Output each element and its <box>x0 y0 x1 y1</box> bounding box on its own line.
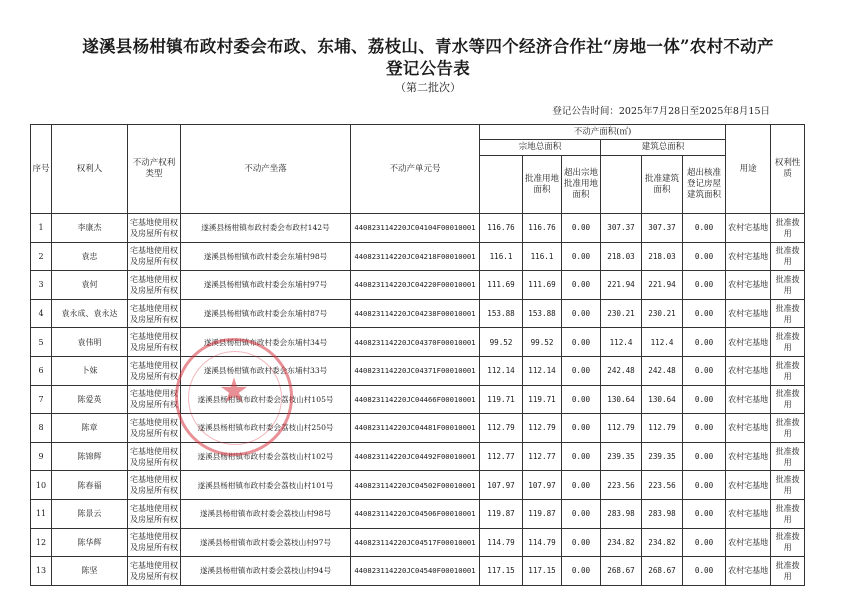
cell-owner: 袁永成、袁永达 <box>52 299 128 328</box>
cell-seq: 5 <box>31 328 52 357</box>
cell-land-approved: 119.87 <box>523 499 562 528</box>
cell-usage: 农村宅基地 <box>726 442 771 471</box>
cell-location: 遂溪县杨柑镇布政村委会荔枝山村94号 <box>181 557 351 586</box>
cell-location: 遂溪县杨柑镇布政村委会东埔村33号 <box>181 356 351 385</box>
cell-location: 遂溪县杨柑镇布政村委会荔枝山村105号 <box>181 385 351 414</box>
cell-building-total: 221.94 <box>601 271 642 300</box>
cell-right-type: 宅基地使用权及房屋所有权 <box>128 271 181 300</box>
table-row <box>31 414 805 443</box>
cell-building-approved: 218.03 <box>642 242 683 271</box>
cell-nature: 批准拨用 <box>771 528 805 557</box>
cell-usage: 农村宅基地 <box>726 499 771 528</box>
cell-land-over: 0.00 <box>562 271 601 300</box>
header-building-group: 建筑总面积 <box>601 140 726 156</box>
cell-seq: 8 <box>31 414 52 443</box>
cell-seq: 1 <box>31 214 52 243</box>
header-area-group: 不动产面积(㎡) <box>480 125 726 140</box>
cell-land-total: 119.87 <box>480 499 523 528</box>
table-row <box>31 356 805 385</box>
cell-land-over: 0.00 <box>562 528 601 557</box>
cell-nature: 批准拨用 <box>771 471 805 500</box>
table-row <box>31 271 805 300</box>
table-row <box>31 499 805 528</box>
cell-land-approved: 107.97 <box>523 471 562 500</box>
cell-land-over: 0.00 <box>562 471 601 500</box>
cell-building-approved: 242.48 <box>642 356 683 385</box>
cell-land-approved: 112.79 <box>523 414 562 443</box>
cell-nature: 批准拨用 <box>771 242 805 271</box>
cell-owner: 陈锦辉 <box>52 442 128 471</box>
cell-seq: 12 <box>31 528 52 557</box>
cell-usage: 农村宅基地 <box>726 271 771 300</box>
header-building-over: 超出核准登记房屋建筑面积 <box>683 156 726 214</box>
table-row <box>31 385 805 414</box>
cell-unit-no: 440823114220JC04517F00010001 <box>351 528 480 557</box>
cell-seq: 13 <box>31 557 52 586</box>
cell-land-over: 0.00 <box>562 442 601 471</box>
cell-building-total: 242.48 <box>601 356 642 385</box>
cell-building-total: 112.79 <box>601 414 642 443</box>
table-row <box>31 528 805 557</box>
cell-right-type: 宅基地使用权及房屋所有权 <box>128 414 181 443</box>
header-unit-no: 不动产单元号 <box>351 125 480 214</box>
cell-building-total: 307.37 <box>601 214 642 243</box>
table-row <box>31 471 805 500</box>
cell-building-approved: 112.79 <box>642 414 683 443</box>
cell-building-total: 283.98 <box>601 499 642 528</box>
cell-nature: 批准拨用 <box>771 442 805 471</box>
cell-building-approved: 268.67 <box>642 557 683 586</box>
cell-building-over: 0.00 <box>683 328 726 357</box>
notice-period: 登记公告时间：2025年7月28日至2025年8月15日 <box>552 106 770 117</box>
cell-building-over: 0.00 <box>683 385 726 414</box>
cell-location: 遂溪县杨柑镇布政村委会东埔村34号 <box>181 328 351 357</box>
cell-building-over: 0.00 <box>683 299 726 328</box>
cell-building-over: 0.00 <box>683 499 726 528</box>
cell-unit-no: 440823114220JC04238F00010001 <box>351 299 480 328</box>
header-location: 不动产坐落 <box>181 125 351 214</box>
cell-nature: 批准拨用 <box>771 299 805 328</box>
table-row <box>31 214 805 243</box>
cell-owner: 陈春福 <box>52 471 128 500</box>
cell-usage: 农村宅基地 <box>726 328 771 357</box>
cell-building-over: 0.00 <box>683 471 726 500</box>
cell-land-approved: 111.69 <box>523 271 562 300</box>
cell-land-total: 112.77 <box>480 442 523 471</box>
cell-building-approved: 223.56 <box>642 471 683 500</box>
cell-nature: 批准拨用 <box>771 414 805 443</box>
header-right-type: 不动产权利类型 <box>128 125 181 214</box>
header-land-total <box>480 156 523 214</box>
cell-location: 遂溪县杨柑镇布政村委会荔枝山村102号 <box>181 442 351 471</box>
cell-right-type: 宅基地使用权及房屋所有权 <box>128 356 181 385</box>
cell-nature: 批准拨用 <box>771 271 805 300</box>
cell-owner: 卜妹 <box>52 356 128 385</box>
cell-unit-no: 440823114220JC04371F00010001 <box>351 356 480 385</box>
cell-land-total: 99.52 <box>480 328 523 357</box>
cell-seq: 9 <box>31 442 52 471</box>
table-body <box>31 214 805 586</box>
cell-seq: 10 <box>31 471 52 500</box>
cell-building-approved: 239.35 <box>642 442 683 471</box>
cell-location: 遂溪县杨柑镇布政村委会荔枝山村101号 <box>181 471 351 500</box>
cell-land-over: 0.00 <box>562 242 601 271</box>
header-usage: 用途 <box>726 125 771 214</box>
cell-location: 遂溪县杨柑镇布政村委会荔枝山村97号 <box>181 528 351 557</box>
cell-land-over: 0.00 <box>562 414 601 443</box>
cell-seq: 3 <box>31 271 52 300</box>
cell-land-total: 111.69 <box>480 271 523 300</box>
cell-unit-no: 440823114220JC04506F00010001 <box>351 499 480 528</box>
cell-building-over: 0.00 <box>683 414 726 443</box>
cell-right-type: 宅基地使用权及房屋所有权 <box>128 385 181 414</box>
cell-nature: 批准拨用 <box>771 214 805 243</box>
cell-building-approved: 221.94 <box>642 271 683 300</box>
cell-right-type: 宅基地使用权及房屋所有权 <box>128 214 181 243</box>
registration-table <box>30 124 805 586</box>
cell-owner: 陈华辉 <box>52 528 128 557</box>
cell-right-type: 宅基地使用权及房屋所有权 <box>128 328 181 357</box>
cell-building-approved: 283.98 <box>642 499 683 528</box>
cell-seq: 11 <box>31 499 52 528</box>
cell-building-over: 0.00 <box>683 356 726 385</box>
cell-nature: 批准拨用 <box>771 557 805 586</box>
cell-usage: 农村宅基地 <box>726 242 771 271</box>
cell-location: 遂溪县杨柑镇布政村委会荔枝山村250号 <box>181 414 351 443</box>
cell-land-total: 107.97 <box>480 471 523 500</box>
cell-land-approved: 116.76 <box>523 214 562 243</box>
cell-land-approved: 119.71 <box>523 385 562 414</box>
header-owner: 权利人 <box>52 125 128 214</box>
cell-building-approved: 230.21 <box>642 299 683 328</box>
cell-location: 遂溪县杨柑镇布政村委会东埔村98号 <box>181 242 351 271</box>
cell-unit-no: 440823114220JC04466F00010001 <box>351 385 480 414</box>
cell-seq: 4 <box>31 299 52 328</box>
cell-land-approved: 99.52 <box>523 328 562 357</box>
cell-usage: 农村宅基地 <box>726 299 771 328</box>
cell-land-total: 112.79 <box>480 414 523 443</box>
cell-location: 遂溪县杨柑镇布政村委会荔枝山村98号 <box>181 499 351 528</box>
cell-land-total: 119.71 <box>480 385 523 414</box>
header-land-group: 宗地总面积 <box>480 140 601 156</box>
cell-location: 遂溪县杨柑镇布政村委会东埔村97号 <box>181 271 351 300</box>
document-title <box>0 36 856 80</box>
cell-land-over: 0.00 <box>562 299 601 328</box>
cell-building-approved: 307.37 <box>642 214 683 243</box>
cell-unit-no: 440823114220JC04540F00010001 <box>351 557 480 586</box>
cell-unit-no: 440823114220JC04370F00010001 <box>351 328 480 357</box>
cell-usage: 农村宅基地 <box>726 414 771 443</box>
header-land-over: 超出宗地批准用地面积 <box>562 156 601 214</box>
cell-owner: 陈坚 <box>52 557 128 586</box>
table-row <box>31 442 805 471</box>
cell-owner: 袁何 <box>52 271 128 300</box>
cell-seq: 7 <box>31 385 52 414</box>
cell-building-over: 0.00 <box>683 557 726 586</box>
cell-building-over: 0.00 <box>683 442 726 471</box>
header-building-approved: 批准建筑面积 <box>642 156 683 214</box>
cell-land-total: 116.76 <box>480 214 523 243</box>
cell-seq: 6 <box>31 356 52 385</box>
header-seq: 序号 <box>31 125 52 214</box>
cell-nature: 批准拨用 <box>771 385 805 414</box>
cell-building-total: 239.35 <box>601 442 642 471</box>
cell-land-over: 0.00 <box>562 356 601 385</box>
cell-seq: 2 <box>31 242 52 271</box>
cell-building-over: 0.00 <box>683 528 726 557</box>
cell-building-approved: 130.64 <box>642 385 683 414</box>
cell-usage: 农村宅基地 <box>726 385 771 414</box>
cell-usage: 农村宅基地 <box>726 356 771 385</box>
cell-unit-no: 440823114220JC04502F00010001 <box>351 471 480 500</box>
cell-right-type: 宅基地使用权及房屋所有权 <box>128 242 181 271</box>
cell-nature: 批准拨用 <box>771 356 805 385</box>
cell-building-total: 130.64 <box>601 385 642 414</box>
cell-right-type: 宅基地使用权及房屋所有权 <box>128 471 181 500</box>
cell-right-type: 宅基地使用权及房屋所有权 <box>128 442 181 471</box>
cell-land-total: 153.88 <box>480 299 523 328</box>
cell-land-approved: 112.14 <box>523 356 562 385</box>
cell-right-type: 宅基地使用权及房屋所有权 <box>128 557 181 586</box>
cell-usage: 农村宅基地 <box>726 471 771 500</box>
title-line-2: 登记公告表 <box>386 59 470 78</box>
cell-unit-no: 440823114220JC04104F00010001 <box>351 214 480 243</box>
cell-owner: 陈景云 <box>52 499 128 528</box>
cell-usage: 农村宅基地 <box>726 557 771 586</box>
table-row <box>31 328 805 357</box>
cell-owner: 李康杰 <box>52 214 128 243</box>
cell-owner: 袁伟明 <box>52 328 128 357</box>
cell-land-over: 0.00 <box>562 499 601 528</box>
cell-land-over: 0.00 <box>562 214 601 243</box>
table-header <box>31 125 805 214</box>
header-building-total <box>601 156 642 214</box>
cell-owner: 陈爱英 <box>52 385 128 414</box>
cell-land-total: 114.79 <box>480 528 523 557</box>
cell-nature: 批准拨用 <box>771 328 805 357</box>
cell-unit-no: 440823114220JC04481F00010001 <box>351 414 480 443</box>
cell-building-total: 112.4 <box>601 328 642 357</box>
cell-building-total: 223.56 <box>601 471 642 500</box>
cell-location: 遂溪县杨柑镇布政村委会布政村142号 <box>181 214 351 243</box>
cell-land-over: 0.00 <box>562 385 601 414</box>
cell-building-over: 0.00 <box>683 242 726 271</box>
cell-land-approved: 153.88 <box>523 299 562 328</box>
table-row <box>31 299 805 328</box>
batch-subtitle: （第二批次） <box>395 81 461 94</box>
cell-land-approved: 114.79 <box>523 528 562 557</box>
cell-location: 遂溪县杨柑镇布政村委会东埔村87号 <box>181 299 351 328</box>
cell-land-over: 0.00 <box>562 557 601 586</box>
cell-building-total: 230.21 <box>601 299 642 328</box>
cell-usage: 农村宅基地 <box>726 528 771 557</box>
cell-nature: 批准拨用 <box>771 499 805 528</box>
cell-land-approved: 112.77 <box>523 442 562 471</box>
cell-land-total: 117.15 <box>480 557 523 586</box>
cell-right-type: 宅基地使用权及房屋所有权 <box>128 528 181 557</box>
cell-land-approved: 117.15 <box>523 557 562 586</box>
table-row <box>31 557 805 586</box>
cell-building-approved: 234.82 <box>642 528 683 557</box>
cell-owner: 袁忠 <box>52 242 128 271</box>
cell-land-over: 0.00 <box>562 328 601 357</box>
cell-building-over: 0.00 <box>683 271 726 300</box>
title-line-1: 遂溪县杨柑镇布政村委会布政、东埔、荔枝山、青水等四个经济合作社“房地一体”农村不动产 <box>82 37 774 56</box>
cell-building-over: 0.00 <box>683 214 726 243</box>
table-row <box>31 242 805 271</box>
cell-building-total: 268.67 <box>601 557 642 586</box>
cell-owner: 陈章 <box>52 414 128 443</box>
seal-star-icon: ★ <box>218 371 250 411</box>
cell-land-approved: 116.1 <box>523 242 562 271</box>
cell-building-total: 234.82 <box>601 528 642 557</box>
cell-right-type: 宅基地使用权及房屋所有权 <box>128 499 181 528</box>
cell-unit-no: 440823114220JC04492F00010001 <box>351 442 480 471</box>
header-land-approved: 批准用地面积 <box>523 156 562 214</box>
cell-right-type: 宅基地使用权及房屋所有权 <box>128 299 181 328</box>
cell-land-total: 112.14 <box>480 356 523 385</box>
cell-usage: 农村宅基地 <box>726 214 771 243</box>
cell-unit-no: 440823114220JC04220F00010001 <box>351 271 480 300</box>
cell-building-total: 218.03 <box>601 242 642 271</box>
cell-building-approved: 112.4 <box>642 328 683 357</box>
header-nature: 权利性质 <box>771 125 805 214</box>
cell-unit-no: 440823114220JC04218F00010001 <box>351 242 480 271</box>
cell-land-total: 116.1 <box>480 242 523 271</box>
